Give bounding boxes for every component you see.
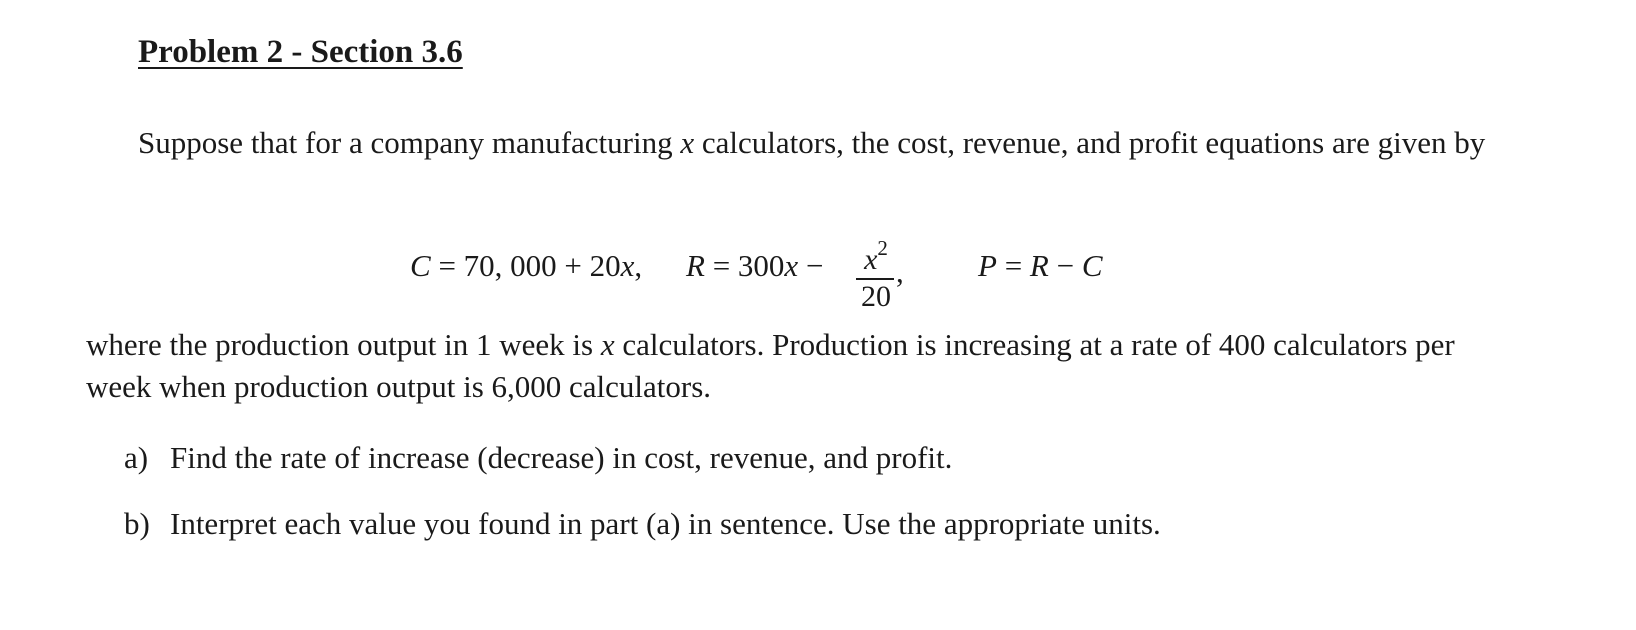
profit-equation (978, 248, 1103, 284)
revenue-minus: − (798, 248, 824, 283)
profit-symbol: P (978, 248, 997, 283)
profit-equals: = (996, 248, 1030, 283)
variable-x: x (600, 327, 615, 362)
cost-symbol: C (410, 248, 431, 283)
list-item (124, 440, 1524, 506)
revenue-variable: x (784, 248, 799, 283)
revenue-equation (686, 248, 823, 284)
revenue-symbol: R (686, 248, 705, 283)
intro-text-end: calculators, the cost, revenue, and profit equations (694, 125, 1325, 160)
context-text-start: where the production output in 1 week is (86, 327, 601, 362)
revenue-fraction (856, 228, 896, 318)
profit-cost-term: C (1081, 248, 1103, 283)
item-marker: a) (124, 440, 149, 475)
context-paragraph (86, 324, 1506, 408)
intro-text-start: Suppose that for a company manufacturing (138, 125, 681, 160)
intro-text-line2: are given by (1332, 125, 1486, 160)
profit-revenue-term: R (1029, 248, 1049, 283)
cost-equation (410, 248, 642, 284)
cost-comma: , (634, 248, 643, 283)
list-item (124, 506, 1524, 572)
context-text-end: calculators. Production is increasing at a rate of 400 calculators per week when production output is 6,000 calculators. (86, 327, 1455, 404)
problem-title: Problem 2 - Section 3.6 (138, 34, 463, 70)
variable-x: x (680, 125, 695, 160)
fraction-denominator: 20 (861, 280, 891, 313)
fraction-numerator (856, 236, 896, 277)
question-list (124, 440, 1524, 572)
item-marker: b) (124, 506, 150, 541)
profit-minus: − (1048, 248, 1082, 283)
fraction-numerator-variable: x (864, 243, 878, 276)
revenue-expression: = 300 (704, 248, 785, 283)
item-text: Find the rate of increase (decrease) in cost, revenue, and profit. (170, 440, 953, 475)
cost-expression: = 70, 000 + 20 (430, 248, 621, 283)
cost-variable: x (620, 248, 635, 283)
item-text: Interpret each value you found in part (a) in sentence. Use the appropriate units. (170, 506, 1161, 541)
fraction-exponent: 2 (877, 236, 888, 260)
equations-display (410, 228, 1230, 318)
intro-paragraph (86, 122, 1506, 164)
revenue-comma: , (896, 254, 904, 289)
